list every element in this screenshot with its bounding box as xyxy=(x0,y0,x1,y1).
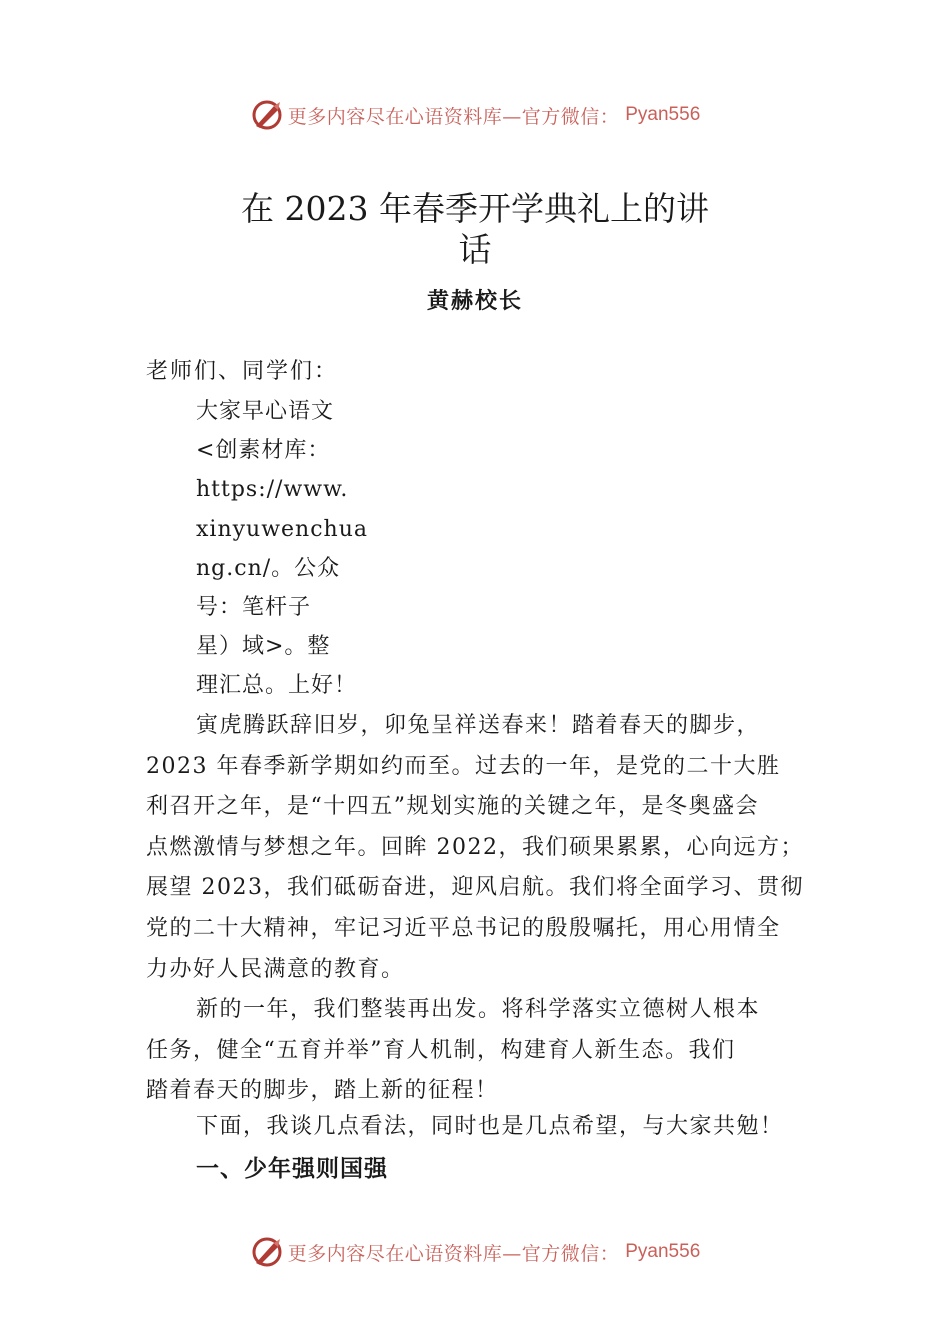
title-line-2: 话 xyxy=(458,230,492,269)
title-line-1: 在 2023 年春季开学典礼上的讲 xyxy=(241,189,709,228)
pen-logo-icon xyxy=(250,1235,284,1269)
paragraph-line: 任务，健全“五育并举”育人机制，构建育人新生态。我们 xyxy=(146,1037,736,1063)
banner-text: 更多内容尽在心语资料库—官方微信： xyxy=(287,105,620,128)
narrow-line: https://www. xyxy=(196,477,349,503)
narrow-line: 星）域>。整 xyxy=(196,634,331,660)
narrow-line: 号：笔杆子 xyxy=(196,594,312,620)
paragraph-line: 党的二十大精神，牢记习近平总书记的殷殷嘱托，用心用情全 xyxy=(146,915,781,941)
paragraph-line: 展望 2023，我们砥砺奋进，迎风启航。我们将全面学习、贯彻 xyxy=(146,875,804,901)
banner-wechat-id: Pyan556 xyxy=(625,104,701,125)
paragraph-line: 寅虎腾跃辞旧岁，卯兔呈祥送春来！踏着春天的脚步， xyxy=(196,713,761,738)
narrow-text-block xyxy=(196,392,369,706)
paragraph-line: 踏着春天的脚步，踏上新的征程！ xyxy=(146,1078,499,1104)
greeting: 老师们、同学们： xyxy=(146,359,339,384)
banner-text: 更多内容尽在心语资料库—官方微信： xyxy=(287,1242,620,1265)
paragraph-line: 力办好人民满意的教育。 xyxy=(146,956,405,982)
paragraph-3 xyxy=(146,1107,818,1148)
section-heading: 一、少年强则国强 xyxy=(196,1156,388,1182)
narrow-line: ng.cn/。公众 xyxy=(196,555,341,581)
header-banner xyxy=(0,95,950,135)
paragraph-2 xyxy=(146,990,818,1112)
narrow-line: <创素材库： xyxy=(196,438,331,464)
author: 黄赫校长 xyxy=(426,288,523,314)
paragraph-line: 点燃激情与梦想之年。回眸 2022，我们硕果累累，心向远方； xyxy=(146,834,804,860)
banner-wechat-id: Pyan556 xyxy=(625,1241,701,1262)
footer-banner xyxy=(0,1232,950,1272)
pen-logo-icon xyxy=(250,98,284,132)
document-title xyxy=(0,188,950,270)
narrow-line: 大家早心语文 xyxy=(196,399,335,424)
narrow-line: xinyuwenchua xyxy=(196,516,369,542)
paragraph-line: 利召开之年，是“十四五”规划实施的关键之年，是冬奥盛会 xyxy=(146,794,759,820)
paragraph-line: 新的一年，我们整装再出发。将科学落实立德树人根本 xyxy=(196,997,761,1022)
narrow-line: 理汇总。上好！ xyxy=(196,673,358,699)
paragraph-line: 2023 年春季新学期如约而至。过去的一年，是党的二十大胜 xyxy=(146,753,781,779)
paragraph-1 xyxy=(146,706,818,990)
paragraph-line: 下面，我谈几点看法，同时也是几点希望，与大家共勉！ xyxy=(196,1114,784,1139)
